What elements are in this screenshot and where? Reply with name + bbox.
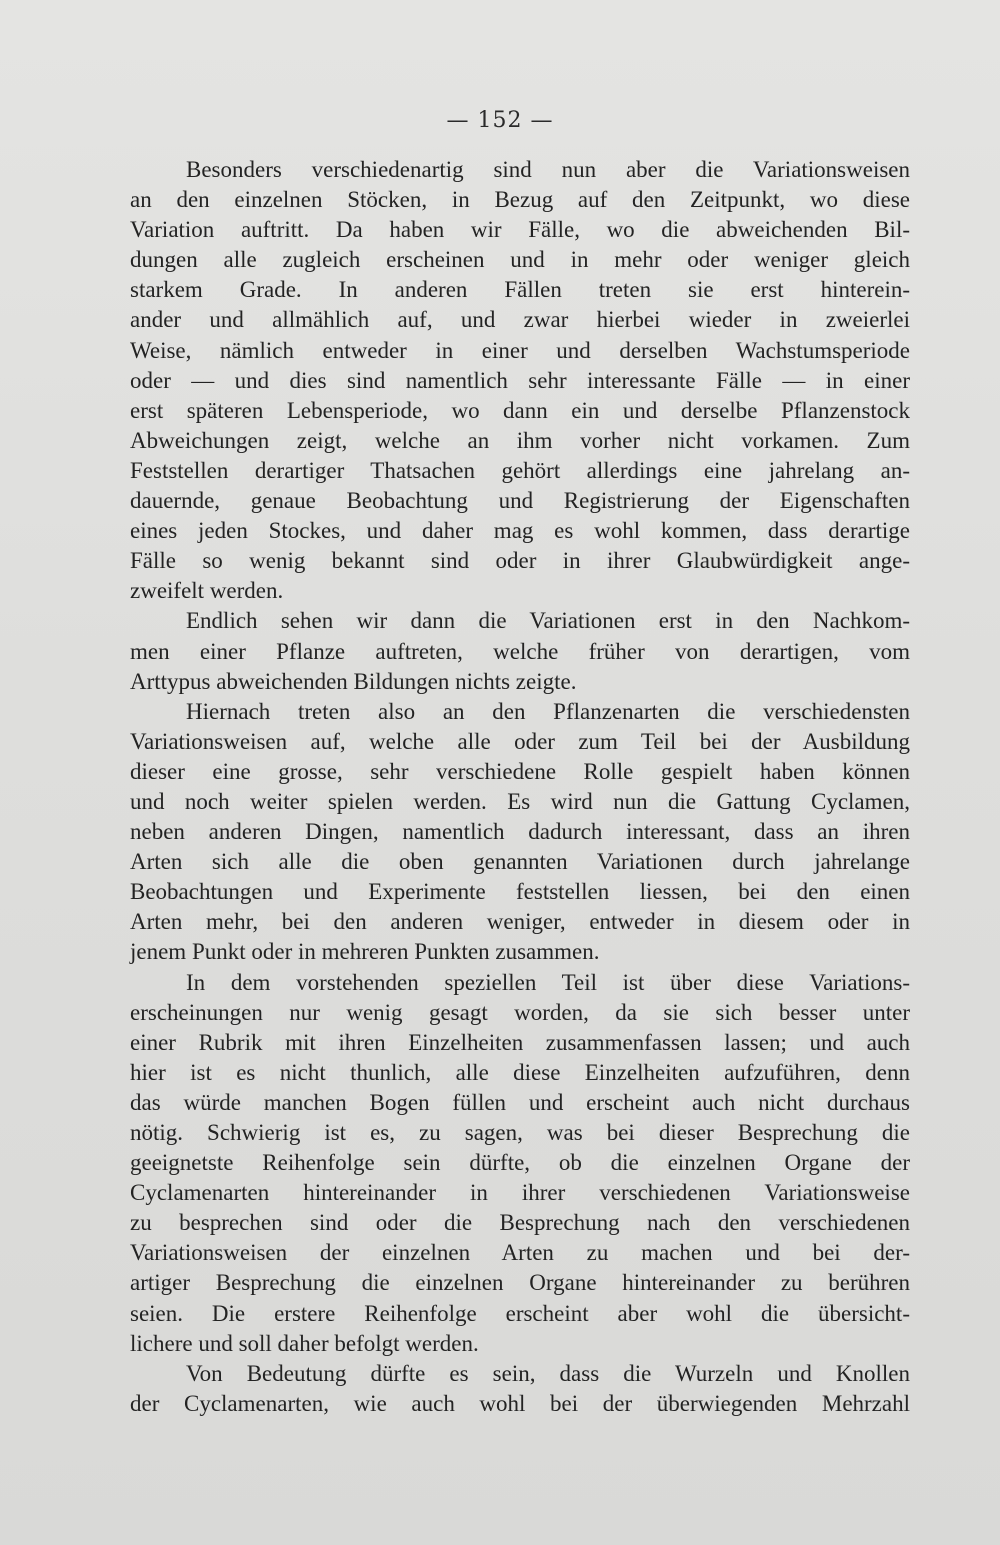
text-line: Cyclamenarten hintereinander in ihrer verschiedenen Variationsweise xyxy=(130,1180,910,1206)
text-line: oder — und dies sind namentlich sehr interessante Fälle — in einer xyxy=(130,367,910,393)
text-line: zu besprechen sind oder die Besprechung nach den verschiedenen xyxy=(130,1210,910,1236)
text-line: neben anderen Dingen, namentlich dadurch interessant, dass an ihren xyxy=(130,819,910,845)
text-line: der Cyclamenarten, wie auch wohl bei der überwiegenden Mehrzahl xyxy=(130,1390,910,1416)
text-line: dauernde, genaue Beobachtung und Registrierung der Eigenschaften xyxy=(130,488,910,514)
text-line: Feststellen derartiger Thatsachen gehört allerdings eine jahrelang an- xyxy=(130,457,910,483)
text-line: dieser eine grosse, sehr verschiedene Rolle gespielt haben können xyxy=(130,758,910,784)
text-line: an den einzelnen Stöcken, in Bezug auf den Zeitpunkt, wo diese xyxy=(130,187,910,213)
text-line: zweifelt werden. xyxy=(130,578,284,604)
text-line: Weise, nämlich entweder in einer und derselben Wachstumsperiode xyxy=(130,337,910,363)
text-line: Fälle so wenig bekannt sind oder in ihrer Glaubwürdigkeit ange- xyxy=(130,548,910,574)
text-line: Variationsweisen der einzelnen Arten zu machen und bei der- xyxy=(130,1240,910,1266)
text-line: einer Rubrik mit ihren Einzelheiten zusammenfassen lassen; und auch xyxy=(130,1029,910,1055)
text-line: seien. Die erstere Reihenfolge erscheint aber wohl die übersicht- xyxy=(130,1300,910,1326)
text-line: Variation auftritt. Da haben wir Fälle, wo die abweichenden Bil- xyxy=(130,217,910,243)
text-line: Arttypus abweichenden Bildungen nichts zeigte. xyxy=(130,668,577,694)
text-line: jenem Punkt oder in mehreren Punkten zusammen. xyxy=(130,939,600,965)
text-line: das würde manchen Bogen füllen und erscheint auch nicht durchaus xyxy=(130,1089,910,1115)
text-line: nötig. Schwierig ist es, zu sagen, was bei dieser Besprechung die xyxy=(130,1120,910,1145)
text-line: erscheinungen nur wenig gesagt worden, da sie sich besser unter xyxy=(130,999,910,1025)
text-line: eines jeden Stockes, und daher mag es wohl kommen, dass derartige xyxy=(130,518,910,544)
text-line: Hiernach treten also an den Pflanzenarten die verschiedensten xyxy=(186,698,910,724)
text-line: Endlich sehen wir dann die Variationen erst in den Nachkom- xyxy=(186,608,910,634)
text-line: Von Bedeutung dürfte es sein, dass die Wurzeln und Knollen xyxy=(186,1360,910,1386)
text-line: In dem vorstehenden speziellen Teil ist über diese Variations- xyxy=(186,969,910,995)
text-line: lichere und soll daher befolgt werden. xyxy=(130,1330,479,1356)
text-line: hier ist es nicht thunlich, alle diese Einzelheiten aufzuführen, denn xyxy=(130,1059,910,1085)
text-line: ander und allmählich auf, und zwar hierbei wieder in zweierlei xyxy=(130,307,910,333)
page-number: — 152 — xyxy=(446,108,554,133)
text-line: men einer Pflanze auftreten, welche früher von derartigen, vom xyxy=(130,638,910,664)
text-line: erst späteren Lebensperiode, wo dann ein und derselbe Pflanzenstock xyxy=(130,397,910,423)
text-line: Arten sich alle die oben genannten Variationen durch jahrelange xyxy=(130,849,910,875)
text-line: starkem Grade. In anderen Fällen treten sie erst hinterein- xyxy=(130,277,910,303)
text-line: Besonders verschiedenartig sind nun aber die Variationsweisen xyxy=(186,157,910,182)
text-line: Abweichungen zeigt, welche an ihm vorher nicht vorkamen. Zum xyxy=(130,427,910,453)
text-line: Variationsweisen auf, welche alle oder zum Teil bei der Ausbildung xyxy=(130,728,910,754)
text-line: Beobachtungen und Experimente feststellen liessen, bei den einen xyxy=(130,879,910,905)
text-line: artiger Besprechung die einzelnen Organe hintereinander zu berühren xyxy=(130,1270,910,1296)
body-text xyxy=(130,155,910,1419)
text-line: Arten mehr, bei den anderen weniger, entweder in diesem oder in xyxy=(130,909,910,935)
text-line: geeignetste Reihenfolge sein dürfte, ob die einzelnen Organe der xyxy=(130,1150,910,1176)
text-line: dungen alle zugleich erscheinen und in mehr oder weniger gleich xyxy=(130,247,910,273)
text-line: und noch weiter spielen werden. Es wird nun die Gattung Cyclamen, xyxy=(130,788,910,814)
